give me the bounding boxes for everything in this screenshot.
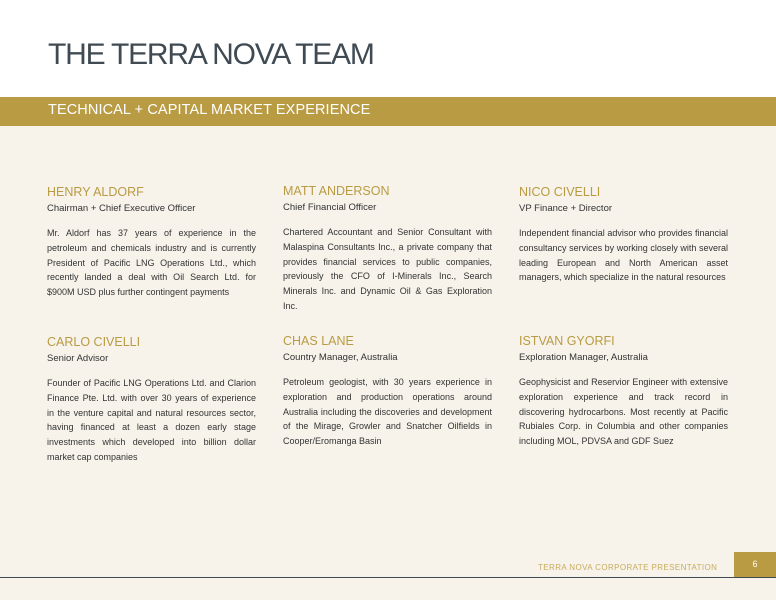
footer-divider: [0, 577, 776, 578]
section-subtitle: TECHNICAL + CAPITAL MARKET EXPERIENCE: [48, 102, 371, 118]
member-bio: Mr. Aldorf has 37 years of experience in the petroleum and chemicals industry and is currently President of Pacific LNG Operations Ltd., which recently landed a deal with Oil Search Ltd. for $900M USD plus further contingent payments: [47, 228, 256, 298]
team-member-card: [283, 183, 492, 314]
member-name: MATT ANDERSON: [283, 184, 390, 198]
member-name: HENRY ALDORF: [47, 185, 144, 199]
footer-presentation-label: TERRA NOVA CORPORATE PRESENTATION: [538, 563, 718, 572]
member-name: CHAS LANE: [283, 334, 354, 348]
member-role: Chairman + Chief Executive Officer: [47, 203, 196, 214]
page-number: 6: [734, 552, 776, 577]
member-bio: Geophysicist and Reservior Engineer with extensive exploration experience and track record in discovering hydrocarbons. Most recently at Pacific Rubiales Corp. in Columbia and other companies including MOL, PDVSA and GDF Suez: [519, 377, 728, 447]
member-bio: Chartered Accountant and Senior Consultant with Malaspina Consultants Inc., a private company that provides financial services to public companies, previously the CFO of I-Minerals Inc., Search Minerals Inc. and Dynamic Oil & Gas Exploration Inc.: [283, 227, 492, 311]
team-member-card: [47, 334, 256, 465]
team-member-card: [519, 333, 728, 449]
member-name: ISTVAN GYORFI: [519, 334, 615, 348]
page-title: THE TERRA NOVA TEAM: [48, 38, 374, 71]
member-role: Chief Financial Officer: [283, 202, 377, 213]
team-member-card: [283, 333, 492, 449]
member-role: VP Finance + Director: [519, 203, 613, 214]
member-name: NICO CIVELLI: [519, 185, 601, 199]
member-role: Country Manager, Australia: [283, 352, 398, 363]
member-bio: Independent financial advisor who provides financial consultancy services by working closely with several leading European and North American asset managers, which specialize in the natural resources: [519, 228, 728, 283]
member-role: Senior Advisor: [47, 353, 109, 364]
member-role: Exploration Manager, Australia: [519, 352, 648, 363]
team-member-card: [47, 184, 256, 300]
header-band: [0, 0, 776, 97]
member-name: CARLO CIVELLI: [47, 335, 141, 349]
member-bio: Petroleum geologist, with 30 years experience in exploration and production operations around Australia including the discoveries and development of the Mirage, Growler and Snatcher Oilfields in Cooper/Eromanga Basin: [283, 377, 492, 447]
subtitle-bar: [0, 97, 776, 126]
member-bio: Founder of Pacific LNG Operations Ltd. and Clarion Finance Pte. Ltd. with over 30 years of experience in the venture capital and natural resources sector, having financed at least a dozen early stage investments which developed into billion dollar market cap companies: [47, 378, 256, 462]
team-member-card: [519, 184, 728, 285]
